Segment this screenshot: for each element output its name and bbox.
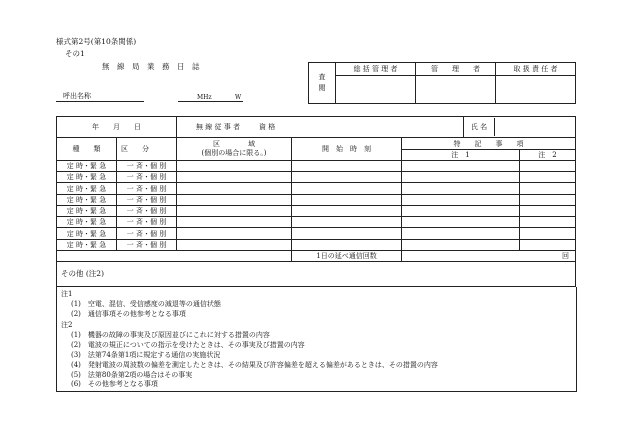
row-start[interactable]	[292, 205, 402, 216]
w-unit: W	[235, 94, 242, 101]
operator-cell	[177, 117, 464, 138]
form-number: 様式第2号(第10条関係)	[56, 37, 137, 46]
qualification-label: 資 格	[259, 123, 276, 132]
inspection-char-1: 査	[318, 73, 326, 81]
row-note1[interactable]	[402, 160, 520, 171]
col-start: 開 始 時 刻	[292, 138, 402, 161]
inspection-cell	[309, 63, 336, 104]
row-area[interactable]	[177, 194, 292, 205]
col-type: 種 類	[57, 138, 117, 161]
row-note2[interactable]	[520, 205, 576, 216]
callsign-underline	[56, 101, 144, 102]
row-note2[interactable]	[520, 172, 576, 183]
note1-title: 注1	[61, 290, 73, 298]
row-note1[interactable]	[402, 172, 520, 183]
row-class: 一 斉・個 別	[117, 172, 177, 183]
col-note2: 注 2	[520, 149, 576, 160]
row-note1[interactable]	[402, 183, 520, 194]
row-note1[interactable]	[402, 205, 520, 216]
row-note1[interactable]	[402, 217, 520, 228]
note2-item: (1) 機器の故障の事実及び原因並びにこれに対する措置の内容	[71, 331, 270, 339]
row-class: 一 斉・個 別	[117, 217, 177, 228]
note2-title: 注2	[61, 321, 73, 329]
sheet-label: その1	[65, 49, 85, 58]
row-area[interactable]	[177, 205, 292, 216]
row-note2[interactable]	[520, 194, 576, 205]
row-area[interactable]	[177, 160, 292, 171]
note2-item: (6) その他参考となる事項	[71, 380, 158, 388]
row-type: 定 時・緊 急	[57, 205, 117, 216]
row-note2[interactable]	[520, 239, 576, 250]
row-type: 定 時・緊 急	[57, 183, 117, 194]
row-note1[interactable]	[402, 194, 520, 205]
row-class: 一 斉・個 別	[117, 183, 177, 194]
note2-item: (5) 法第80条第2項の場合はその事実	[71, 371, 193, 379]
row-note2[interactable]	[520, 160, 576, 171]
other-field[interactable]	[57, 262, 576, 287]
notes-box	[56, 287, 577, 392]
col-note1: 注 1	[402, 149, 520, 160]
row-start[interactable]	[292, 183, 402, 194]
row-area[interactable]	[177, 228, 292, 239]
row-class: 一 斉・個 別	[117, 160, 177, 171]
note1-item: (1) 空電、混信、受信感度の減退等の通信状態	[71, 300, 221, 308]
responsible-person-header: 取 扱 責 任 者	[496, 63, 576, 76]
log-title: 無 線 局 業 務 日 誌	[102, 62, 200, 71]
manager-seal[interactable]	[416, 76, 496, 104]
mhz-unit: MHz	[197, 94, 212, 101]
operator-label: 無 線 従 事 者	[196, 123, 240, 132]
col-class: 区 分	[117, 138, 177, 161]
row-note1[interactable]	[402, 239, 520, 250]
row-area[interactable]	[177, 217, 292, 228]
note2-item: (3) 法第74条第1項に規定する通信の実施状況	[71, 351, 221, 359]
col-special: 特 記 事 項	[402, 138, 576, 149]
manager-table	[308, 62, 576, 104]
inspection-char-2: 閲	[318, 84, 326, 92]
row-area[interactable]	[177, 172, 292, 183]
total-blank	[57, 250, 292, 261]
general-manager-header: 総 括 管 理 者	[336, 63, 416, 76]
row-type: 定 時・緊 急	[57, 228, 117, 239]
note2-item: (4) 発射電波の周波数の偏差を測定したときは、その結果及び許容偏差を超える偏差があるときは、その措置の内容	[71, 361, 438, 369]
log-table	[56, 116, 576, 287]
note2-item: (2) 電波の規正についての指示を受けたときは、その事実及び措置の内容	[71, 341, 305, 349]
row-start[interactable]	[292, 239, 402, 250]
note1-item: (2) 通信事項その他参考となる事項	[71, 310, 186, 318]
frequency-power-underline	[178, 101, 243, 102]
row-start[interactable]	[292, 194, 402, 205]
row-type: 定 時・緊 急	[57, 217, 117, 228]
col-area-cell	[177, 138, 292, 161]
responsible-person-seal[interactable]	[496, 76, 576, 104]
row-start[interactable]	[292, 172, 402, 183]
row-type: 定 時・緊 急	[57, 194, 117, 205]
row-type: 定 時・緊 急	[57, 160, 117, 171]
row-class: 一 斉・個 別	[117, 239, 177, 250]
callsign-label: 呼出名称	[63, 92, 91, 100]
row-note2[interactable]	[520, 217, 576, 228]
row-class: 一 斉・個 別	[117, 205, 177, 216]
row-class: 一 斉・個 別	[117, 228, 177, 239]
row-note2[interactable]	[520, 183, 576, 194]
total-label: 1日の延べ通信回数	[292, 250, 402, 261]
row-note1[interactable]	[402, 228, 520, 239]
general-manager-seal[interactable]	[336, 76, 416, 104]
other-label: その他 (注2)	[61, 269, 105, 279]
row-start[interactable]	[292, 160, 402, 171]
manager-header: 管 理 者	[416, 63, 496, 76]
row-start[interactable]	[292, 217, 402, 228]
row-area[interactable]	[177, 239, 292, 250]
row-type: 定 時・緊 急	[57, 239, 117, 250]
row-start[interactable]	[292, 228, 402, 239]
row-note2[interactable]	[520, 228, 576, 239]
times-unit: 回	[562, 252, 570, 261]
date-label: 年 月 日	[57, 117, 177, 138]
name-cell	[464, 117, 576, 138]
name-label: 氏 名	[464, 118, 495, 136]
total-count[interactable]	[402, 250, 576, 261]
row-class: 一 斉・個 別	[117, 194, 177, 205]
row-area[interactable]	[177, 183, 292, 194]
col-area-note: (個別の場合に限る。)	[201, 149, 267, 158]
row-type: 定 時・緊 急	[57, 172, 117, 183]
col-area: 区 域	[213, 140, 255, 149]
